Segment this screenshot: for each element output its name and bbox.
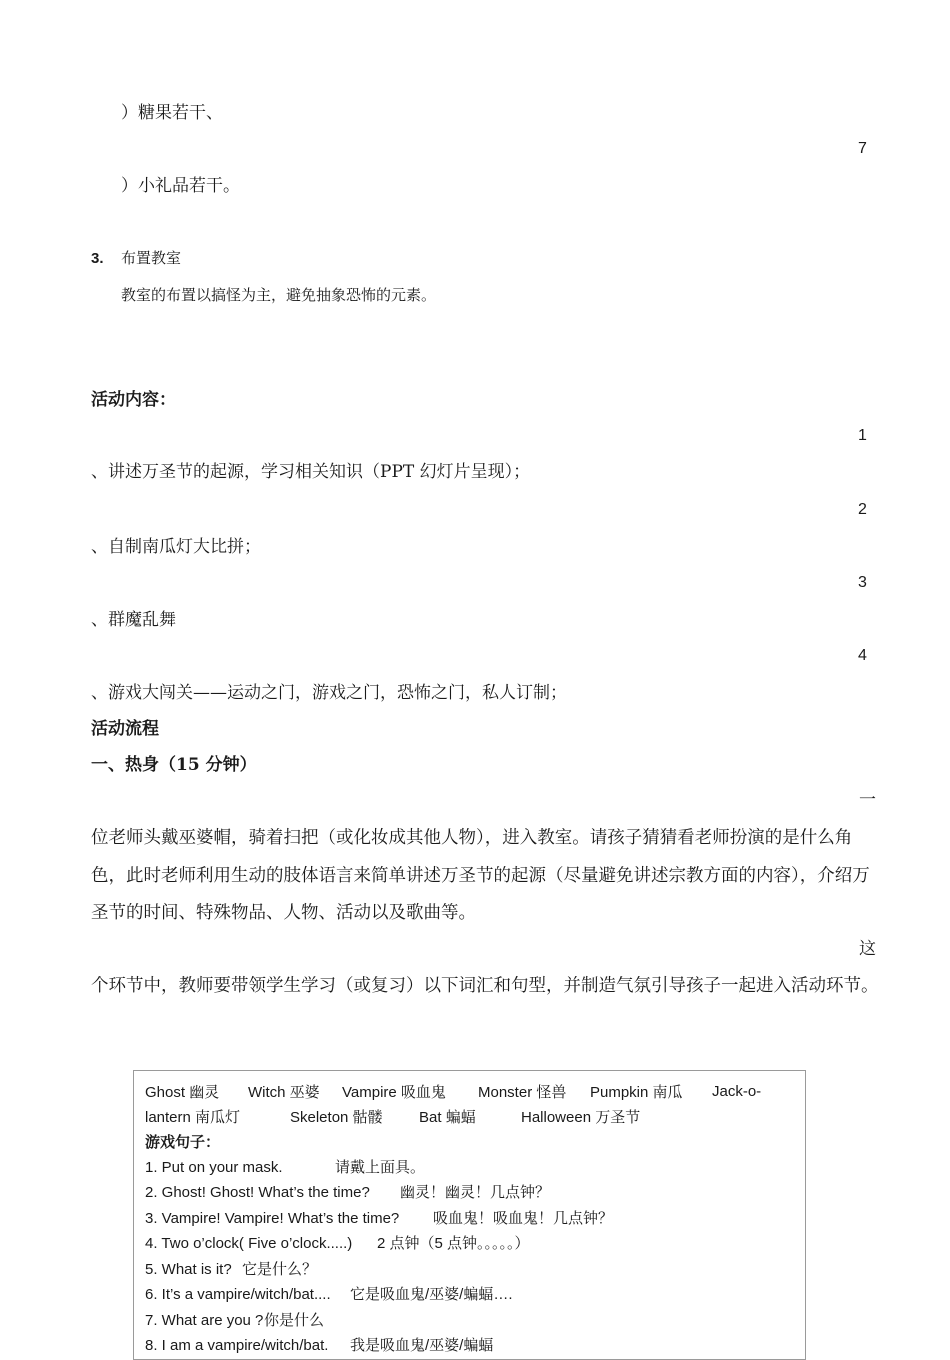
list-item: 、讲述万圣节的起源，学习相关知识（PPT 幻灯片呈现）；	[91, 462, 531, 482]
sentence-translation: 幽灵！幽灵！几点钟？	[400, 1184, 551, 1201]
material-item-candy: ）糖果若干、	[121, 103, 223, 123]
sentence-translation: 它是吸血鬼/巫婆/蝙蝠….	[350, 1286, 513, 1303]
sentence-line: 5. What is it?	[145, 1261, 232, 1278]
sentence-translation: 你是什么	[264, 1312, 325, 1329]
vocab-word: Bat 蝙蝠	[419, 1108, 476, 1126]
sentence-translation: 它是什么？	[242, 1261, 318, 1278]
list-item: 、群魔乱舞	[91, 610, 176, 630]
sentence-line: 3. Vampire! Vampire! What’s the time?	[145, 1210, 400, 1227]
vocab-word: Witch 巫婆	[248, 1083, 320, 1101]
vocab-intro-paragraph: 个环节中，教师要带领学生学习（或复习）以下词汇和句型，并制造气氛引导孩子一起进入活动环节。	[91, 976, 879, 996]
warmup-heading: 一、热身（15 分钟）	[91, 755, 257, 775]
vocab-word: Pumpkin 南瓜	[590, 1083, 683, 1101]
material-item-gifts: ）小礼品若干。	[121, 176, 240, 196]
list-item: 、游戏大闯关——运动之门，游戏之门，恐怖之门，私人订制；	[91, 683, 567, 703]
vocab-word: lantern 南瓜灯	[145, 1108, 241, 1126]
sentence-translation: 请戴上面具。	[335, 1159, 426, 1176]
warmup-paragraph: 位老师头戴巫婆帽，骑着扫把（或化妆成其他人物），进入教室。请孩子猜猜看老师扮演的是什么角色，此时老师利用生动的肢体语言来简单讲述万圣节的起源（尽量避免讲述宗教方面的内容），介绍万圣节的时间、特殊物品、人物、活动以及歌曲等。	[91, 828, 870, 923]
section-title: 布置教室	[121, 249, 182, 267]
list-number: 4	[858, 647, 867, 664]
list-number: 3	[858, 574, 867, 591]
content-heading: 活动内容：	[91, 390, 176, 410]
vocabulary-box	[133, 1070, 806, 1360]
sentence-line: 4. Two o’clock( Five o’clock.....)	[145, 1235, 353, 1252]
list-item: 、自制南瓜灯大比拼；	[91, 537, 261, 557]
sentence-line: 2. Ghost! Ghost! What’s the time?	[145, 1184, 370, 1201]
list-number: 1	[858, 427, 867, 444]
vocab-word: Jack-o-	[712, 1083, 762, 1100]
sentence-line: 7. What are you ?	[145, 1312, 264, 1329]
vocab-word: Monster 怪兽	[478, 1083, 567, 1101]
list-number: 2	[858, 501, 867, 518]
sentence-translation: 我是吸血鬼/巫婆/蝙蝠	[350, 1337, 494, 1354]
list-number: 7	[858, 140, 867, 157]
vocab-word: Halloween 万圣节	[521, 1108, 641, 1126]
sentence-line: 8. I am a vampire/witch/bat.	[145, 1337, 329, 1354]
vocab-word: Skeleton 骷髅	[290, 1108, 383, 1126]
vocab-word: Vampire 吸血鬼	[342, 1083, 446, 1101]
flow-heading: 活动流程	[91, 719, 159, 739]
sentence-translation: 2 点钟（5 点钟。。。。。）	[377, 1235, 530, 1252]
sentence-translation: 吸血鬼！吸血鬼！几点钟？	[433, 1210, 614, 1227]
sentences-heading: 游戏句子：	[145, 1133, 221, 1151]
paragraph-lead-char: 这	[859, 939, 876, 959]
sentence-line: 1. Put on your mask.	[145, 1159, 283, 1176]
sentence-line: 6. It’s a vampire/witch/bat....	[145, 1286, 331, 1303]
vocab-word: Ghost 幽灵	[145, 1083, 220, 1101]
section-body: 教室的布置以搞怪为主，避免抽象恐怖的元素。	[121, 286, 437, 304]
section-number: 3.	[91, 250, 104, 267]
paragraph-lead-char: 一	[859, 790, 876, 810]
